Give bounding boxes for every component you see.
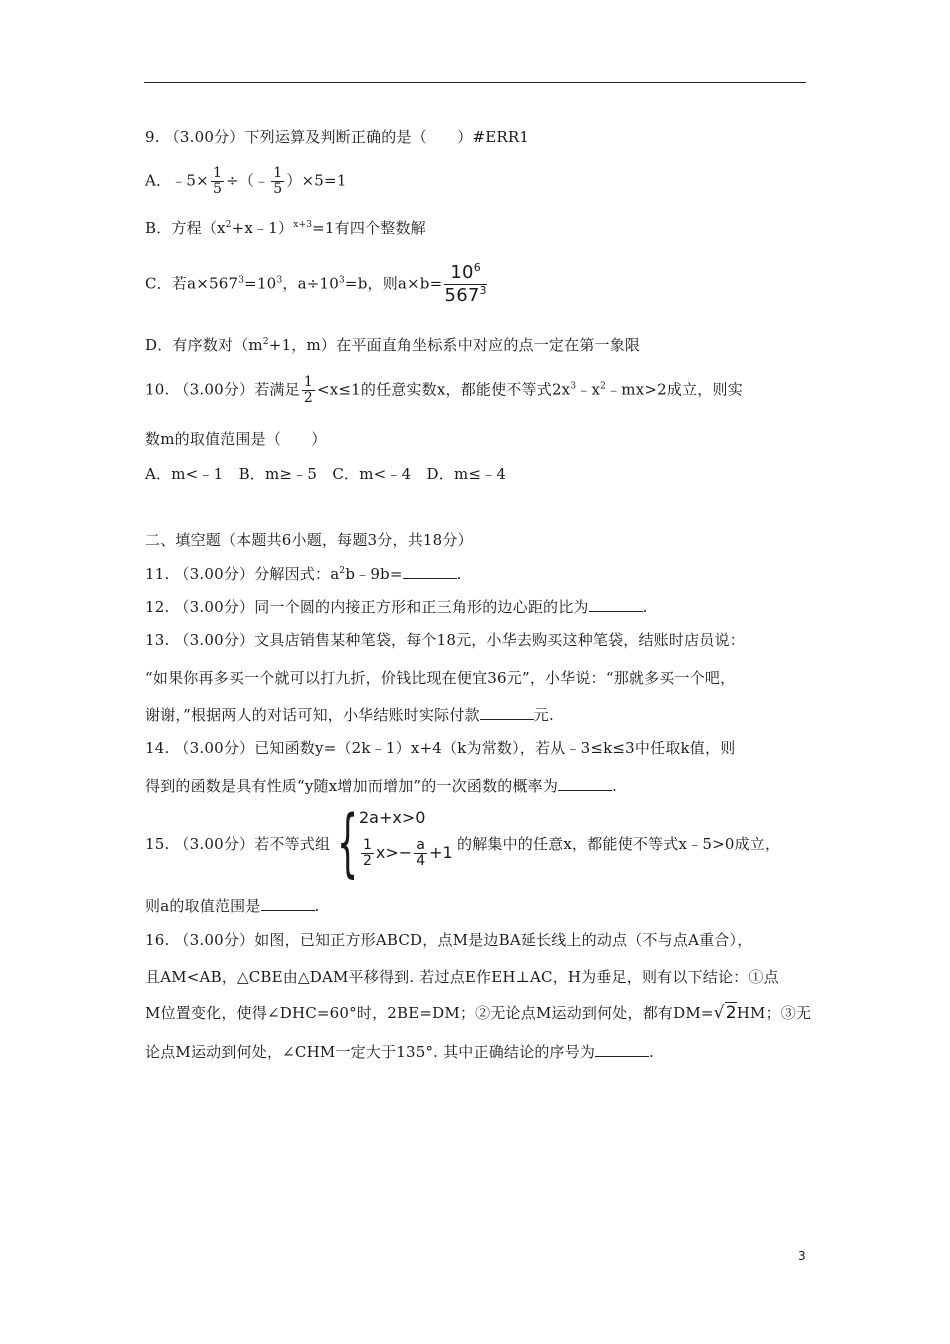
fraction: $\frac{10^6}{567^3}$ bbox=[444, 261, 487, 306]
fraction: $\frac{1}{2}$ bbox=[303, 374, 313, 406]
q9-stem: 9. （3.00分）下列运算及判断正确的是（ ）#ERR1 bbox=[145, 128, 530, 146]
fraction: $\frac{1}{5}$ bbox=[212, 165, 223, 197]
q14-line1: 14. （3.00分）已知函数y=（2k﹣1）x+4（k为常数），若从﹣3≤k≤3中任取k值，则 bbox=[145, 739, 736, 757]
fraction: $\frac{a}{4}$ bbox=[416, 837, 426, 869]
fraction: $\frac{1}{2}$ bbox=[363, 837, 372, 869]
inequality-2: $\frac{1}{2}$ x>− $\frac{a}{4}$ +1 bbox=[363, 837, 453, 869]
answer-blank bbox=[480, 705, 534, 720]
q9-option-b: B．方程$(x^2+x﹣1)^{x+3}=1$有四个整数解 bbox=[145, 219, 426, 237]
q9-option-a: A．﹣5× $\frac{1}{5}$ ÷（﹣ $\frac{1}{5}$ ）×5=1 bbox=[145, 165, 347, 197]
q16-line3: M位置变化，使得∠DHC=60°时，2BE=DM；②无论点M运动到何处，都有DM=√2HM；③无 bbox=[145, 1003, 812, 1023]
answer-blank bbox=[589, 597, 643, 612]
q13-line3: 谢谢，”根据两人的对话可知，小华结账时实际付款 元. bbox=[145, 706, 554, 724]
q13-line1: 13. （3.00分）文具店销售某种笔袋，每个18元，小华去购买这种笔袋，结账时店员说： bbox=[145, 631, 745, 649]
answer-blank bbox=[261, 896, 315, 911]
q15-line2: 则a的取值范围是 . bbox=[145, 897, 320, 915]
q10-stem-line2: 数m的取值范围是（ ） bbox=[145, 430, 327, 448]
q15-pre: 15. （3.00分）若不等式组 bbox=[145, 835, 331, 853]
q15-post: 的解集中的任意x，都能使不等式x﹣5>0成立， bbox=[457, 835, 781, 853]
inequality-1: 2a+x>0 bbox=[359, 808, 426, 827]
q16-line1: 16. （3.00分）如图，已知正方形ABCD，点M是边BA延长线上的动点（不与点A重合）， bbox=[145, 931, 753, 949]
q10-options: A．m<﹣1 B．m≥﹣5 C．m<﹣4 D．m≤﹣4 bbox=[145, 465, 507, 483]
page-number: 3 bbox=[798, 1249, 806, 1263]
brace-glyph: { bbox=[337, 800, 359, 886]
fraction: $\frac{1}{5}$ bbox=[273, 165, 283, 197]
answer-blank bbox=[558, 776, 612, 791]
answer-blank bbox=[403, 564, 457, 579]
q9-option-c: C．若$a\times 567^3=10^3$，$a\div 10^3=b$，则a×b= $\frac{10^6}{567^3}$ bbox=[145, 261, 487, 306]
q9-option-d: D．有序数对（$m^2+1$，m）在平面直角坐标系中对应的点一定在第一象限 bbox=[145, 336, 641, 354]
q14-line2: 得到的函数是具有性质“y随x增加而增加”的一次函数的概率为 . bbox=[145, 777, 618, 795]
section-heading: 二、填空题（本题共6小题，每题3分，共18分） bbox=[145, 531, 473, 549]
q16-line2: 且AM<AB，△CBE由△DAM平移得到. 若过点E作EH⊥AC，H为垂足，则有以下结论：①点 bbox=[145, 968, 779, 986]
q16-line4: 论点M运动到何处，∠CHM一定大于135°. 其中正确结论的序号为 . bbox=[145, 1043, 655, 1061]
sqrt-symbol: √2 bbox=[713, 1003, 737, 1023]
header-rule bbox=[144, 82, 806, 83]
q10-stem: 10. （3.00分）若满足 $\frac{1}{2}$ <x≤1的任意实数x，都能使不等式$2x^3﹣x^2﹣mx>2$成立，则实 bbox=[145, 374, 743, 406]
answer-blank bbox=[595, 1042, 649, 1057]
q11: 11. （3.00分）分解因式：$a^2b﹣9b=$ . bbox=[145, 565, 462, 583]
q12: 12. （3.00分）同一个圆的内接正方形和正三角形的边心距的比为 . bbox=[145, 598, 648, 616]
q13-line2: “如果你再多买一个就可以打九折，价钱比现在便宜36元”，小华说：“那就多买一个吧， bbox=[145, 669, 736, 687]
